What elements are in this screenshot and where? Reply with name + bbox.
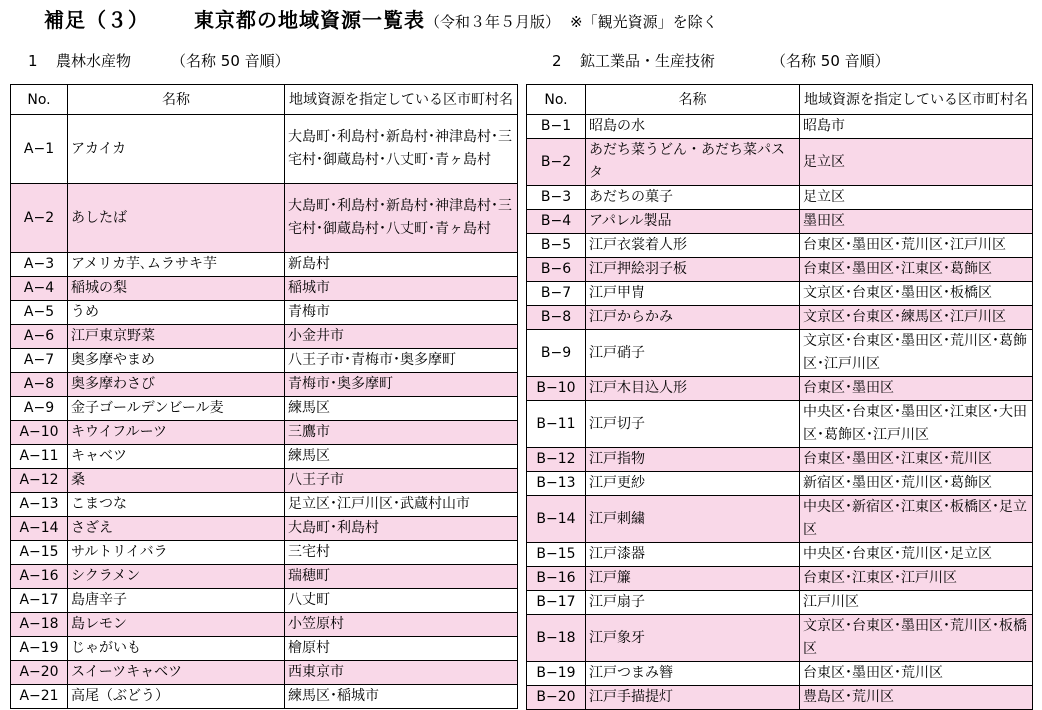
cell-name: さざえ (68, 517, 285, 541)
cell-name: 江戸漆器 (586, 543, 800, 567)
cell-area: 大島町･利島村 (285, 517, 518, 541)
cell-name: スイーツキャベツ (68, 661, 285, 685)
table-agri (10, 84, 518, 709)
cell-name: 江戸衣裳着人形 (586, 234, 800, 258)
title-prefix: 補足（３） (44, 8, 149, 32)
table-row (11, 325, 518, 349)
cell-no: A−12 (11, 469, 68, 493)
cell-area: 稲城市 (285, 277, 518, 301)
cell-name: 江戸更紗 (586, 472, 800, 496)
table-row (527, 234, 1033, 258)
cell-area: 文京区･台東区･墨田区･板橋区 (800, 282, 1033, 306)
table-row (527, 377, 1033, 401)
cell-area: 八王子市･青梅市･奥多摩町 (285, 349, 518, 373)
cell-name: 江戸東京野菜 (68, 325, 285, 349)
cell-no: A−20 (11, 661, 68, 685)
table-row (527, 591, 1033, 615)
cell-name: キウイフルーツ (68, 421, 285, 445)
cell-area: 小笠原村 (285, 613, 518, 637)
cell-area: 檜原村 (285, 637, 518, 661)
cell-area: 練馬区･稲城市 (285, 685, 518, 709)
table-row (527, 472, 1033, 496)
cell-no: A−16 (11, 565, 68, 589)
cell-no: A−5 (11, 301, 68, 325)
table-row (11, 349, 518, 373)
table-row (11, 301, 518, 325)
cell-no: B−13 (527, 472, 586, 496)
cell-no: A−15 (11, 541, 68, 565)
cell-no: A−21 (11, 685, 68, 709)
cell-name: アパレル製品 (586, 210, 800, 234)
cell-no: B−9 (527, 330, 586, 377)
cell-name: 奥多摩わさび (68, 373, 285, 397)
table-row (527, 401, 1033, 448)
cell-area: 足立区･江戸川区･武蔵村山市 (285, 493, 518, 517)
cell-no: A−18 (11, 613, 68, 637)
section-a-label (28, 50, 290, 71)
table-row (527, 662, 1033, 686)
cell-no: B−5 (527, 234, 586, 258)
table-row (11, 184, 518, 253)
cell-no: B−6 (527, 258, 586, 282)
table-row (11, 397, 518, 421)
table-row (11, 565, 518, 589)
table-row (11, 517, 518, 541)
title-main: 東京都の地域資源一覧表 (194, 8, 425, 32)
cell-name: 稲城の梨 (68, 277, 285, 301)
cell-area: 八王子市 (285, 469, 518, 493)
cell-name: 奥多摩やまめ (68, 349, 285, 373)
cell-area: 八丈町 (285, 589, 518, 613)
cell-name: 江戸つまみ簪 (586, 662, 800, 686)
cell-name: あしたば (68, 184, 285, 253)
cell-area: 西東京市 (285, 661, 518, 685)
section-a-order: （名称 50 音順） (171, 52, 290, 70)
cell-area: 台東区･墨田区･荒川区･江戸川区 (800, 234, 1033, 258)
cell-area: 足立区 (800, 186, 1033, 210)
cell-area: 足立区 (800, 139, 1033, 186)
table-row (527, 186, 1033, 210)
table-row (11, 445, 518, 469)
table-row (11, 637, 518, 661)
cell-area: 練馬区 (285, 397, 518, 421)
cell-area: 昭島市 (800, 115, 1033, 139)
cell-no: A−6 (11, 325, 68, 349)
cell-name: 桑 (68, 469, 285, 493)
cell-name: 昭島の水 (586, 115, 800, 139)
col-area: 地域資源を指定している区市町村名 (285, 85, 518, 115)
cell-area: 文京区･台東区･墨田区･荒川区･板橋区 (800, 615, 1033, 662)
cell-name: 江戸切子 (586, 401, 800, 448)
col-name: 名称 (68, 85, 285, 115)
cell-name: 江戸刺繍 (586, 496, 800, 543)
cell-area: 青梅市 (285, 301, 518, 325)
cell-area: 大島町･利島村･新島村･神津島村･三宅村･御蔵島村･八丈町･青ヶ島村 (285, 184, 518, 253)
table-row (527, 115, 1033, 139)
cell-area: 文京区･台東区･練馬区･江戸川区 (800, 306, 1033, 330)
col-area: 地域資源を指定している区市町村名 (800, 85, 1033, 115)
cell-name: 江戸硝子 (586, 330, 800, 377)
cell-no: B−2 (527, 139, 586, 186)
table-row (527, 258, 1033, 282)
cell-name: あだち菜うどん・あだち菜パスタ (586, 139, 800, 186)
table-row (11, 253, 518, 277)
cell-name: 江戸押絵羽子板 (586, 258, 800, 282)
section-a-title: 農林水産物 (56, 52, 132, 70)
cell-no: B−19 (527, 662, 586, 686)
cell-name: アカイカ (68, 115, 285, 184)
cell-area: 墨田区 (800, 210, 1033, 234)
cell-name: あだちの菓子 (586, 186, 800, 210)
cell-area: 台東区･墨田区･江東区･葛飾区 (800, 258, 1033, 282)
cell-no: A−10 (11, 421, 68, 445)
cell-name: じゃがいも (68, 637, 285, 661)
col-no: No. (527, 85, 586, 115)
cell-name: 島レモン (68, 613, 285, 637)
table-row (11, 277, 518, 301)
cell-no: B−8 (527, 306, 586, 330)
cell-no: B−17 (527, 591, 586, 615)
cell-name: 江戸簾 (586, 567, 800, 591)
table-row (527, 306, 1033, 330)
cell-area: 三宅村 (285, 541, 518, 565)
cell-no: A−14 (11, 517, 68, 541)
cell-name: 島唐辛子 (68, 589, 285, 613)
cell-area: 豊島区･荒川区 (800, 686, 1033, 710)
table-industry (526, 84, 1033, 710)
title-edition: （令和３年５月版） (425, 13, 561, 31)
cell-area: 小金井市 (285, 325, 518, 349)
table-row (11, 541, 518, 565)
section-b-label (552, 50, 890, 71)
cell-no: A−9 (11, 397, 68, 421)
cell-no: B−1 (527, 115, 586, 139)
cell-name: 江戸扇子 (586, 591, 800, 615)
col-no: No. (11, 85, 68, 115)
section-a-number: 1 (28, 52, 38, 70)
section-b-number: 2 (552, 52, 562, 70)
cell-no: B−12 (527, 448, 586, 472)
cell-area: 台東区･墨田区 (800, 377, 1033, 401)
table-row (11, 421, 518, 445)
cell-no: A−13 (11, 493, 68, 517)
cell-no: A−17 (11, 589, 68, 613)
cell-no: A−4 (11, 277, 68, 301)
cell-name: サルトリイバラ (68, 541, 285, 565)
cell-no: B−15 (527, 543, 586, 567)
cell-no: B−14 (527, 496, 586, 543)
cell-no: A−11 (11, 445, 68, 469)
cell-no: B−20 (527, 686, 586, 710)
cell-area: 大島町･利島村･新島村･神津島村･三宅村･御蔵島村･八丈町･青ヶ島村 (285, 115, 518, 184)
table-row (11, 115, 518, 184)
table-row (527, 448, 1033, 472)
cell-area: 台東区･墨田区･荒川区 (800, 662, 1033, 686)
cell-area: 文京区･台東区･墨田区･荒川区･葛飾区･江戸川区 (800, 330, 1033, 377)
cell-name: キャベツ (68, 445, 285, 469)
cell-area: 台東区･墨田区･江東区･荒川区 (800, 448, 1033, 472)
cell-area: 新島村 (285, 253, 518, 277)
cell-area: 中央区･台東区･荒川区･足立区 (800, 543, 1033, 567)
cell-area: 台東区･江東区･江戸川区 (800, 567, 1033, 591)
table-row (527, 567, 1033, 591)
table-row (527, 615, 1033, 662)
table-row (11, 661, 518, 685)
cell-no: B−10 (527, 377, 586, 401)
cell-name: 高尾（ぶどう） (68, 685, 285, 709)
table-row (527, 496, 1033, 543)
table-row (527, 282, 1033, 306)
cell-no: B−3 (527, 186, 586, 210)
cell-no: A−8 (11, 373, 68, 397)
section-b-title: 鉱工業品・生産技術 (580, 52, 716, 70)
cell-name: 金子ゴールデンビール麦 (68, 397, 285, 421)
cell-no: B−4 (527, 210, 586, 234)
table-row (11, 373, 518, 397)
table-row (11, 613, 518, 637)
cell-name: 江戸象牙 (586, 615, 800, 662)
page-title (44, 4, 718, 34)
cell-no: B−16 (527, 567, 586, 591)
cell-name: うめ (68, 301, 285, 325)
cell-name: 江戸甲冑 (586, 282, 800, 306)
cell-area: 中央区･台東区･墨田区･江東区･大田区･葛飾区･江戸川区 (800, 401, 1033, 448)
cell-no: A−2 (11, 184, 68, 253)
cell-area: 江戸川区 (800, 591, 1033, 615)
table-row (11, 469, 518, 493)
cell-name: 江戸からかみ (586, 306, 800, 330)
table-row (11, 493, 518, 517)
cell-area: 瑞穂町 (285, 565, 518, 589)
cell-no: A−1 (11, 115, 68, 184)
title-note: ※「観光資源」を除く (570, 13, 718, 31)
cell-name: 江戸手描提灯 (586, 686, 800, 710)
table-row (527, 330, 1033, 377)
cell-area: 新宿区･墨田区･荒川区･葛飾区 (800, 472, 1033, 496)
cell-area: 中央区･新宿区･江東区･板橋区･足立区 (800, 496, 1033, 543)
table-row (11, 685, 518, 709)
cell-area: 練馬区 (285, 445, 518, 469)
cell-name: 江戸指物 (586, 448, 800, 472)
table-row (527, 139, 1033, 186)
cell-area: 青梅市･奥多摩町 (285, 373, 518, 397)
table-row (11, 589, 518, 613)
cell-name: シクラメン (68, 565, 285, 589)
cell-no: A−3 (11, 253, 68, 277)
cell-no: A−7 (11, 349, 68, 373)
cell-no: A−19 (11, 637, 68, 661)
cell-no: B−18 (527, 615, 586, 662)
cell-name: アメリカ芋､ムラサキ芋 (68, 253, 285, 277)
col-name: 名称 (586, 85, 800, 115)
cell-name: こまつな (68, 493, 285, 517)
cell-name: 江戸木目込人形 (586, 377, 800, 401)
cell-no: B−11 (527, 401, 586, 448)
cell-no: B−7 (527, 282, 586, 306)
section-b-order: （名称 50 音順） (771, 52, 890, 70)
table-row (527, 543, 1033, 567)
table-row (527, 210, 1033, 234)
cell-area: 三鷹市 (285, 421, 518, 445)
